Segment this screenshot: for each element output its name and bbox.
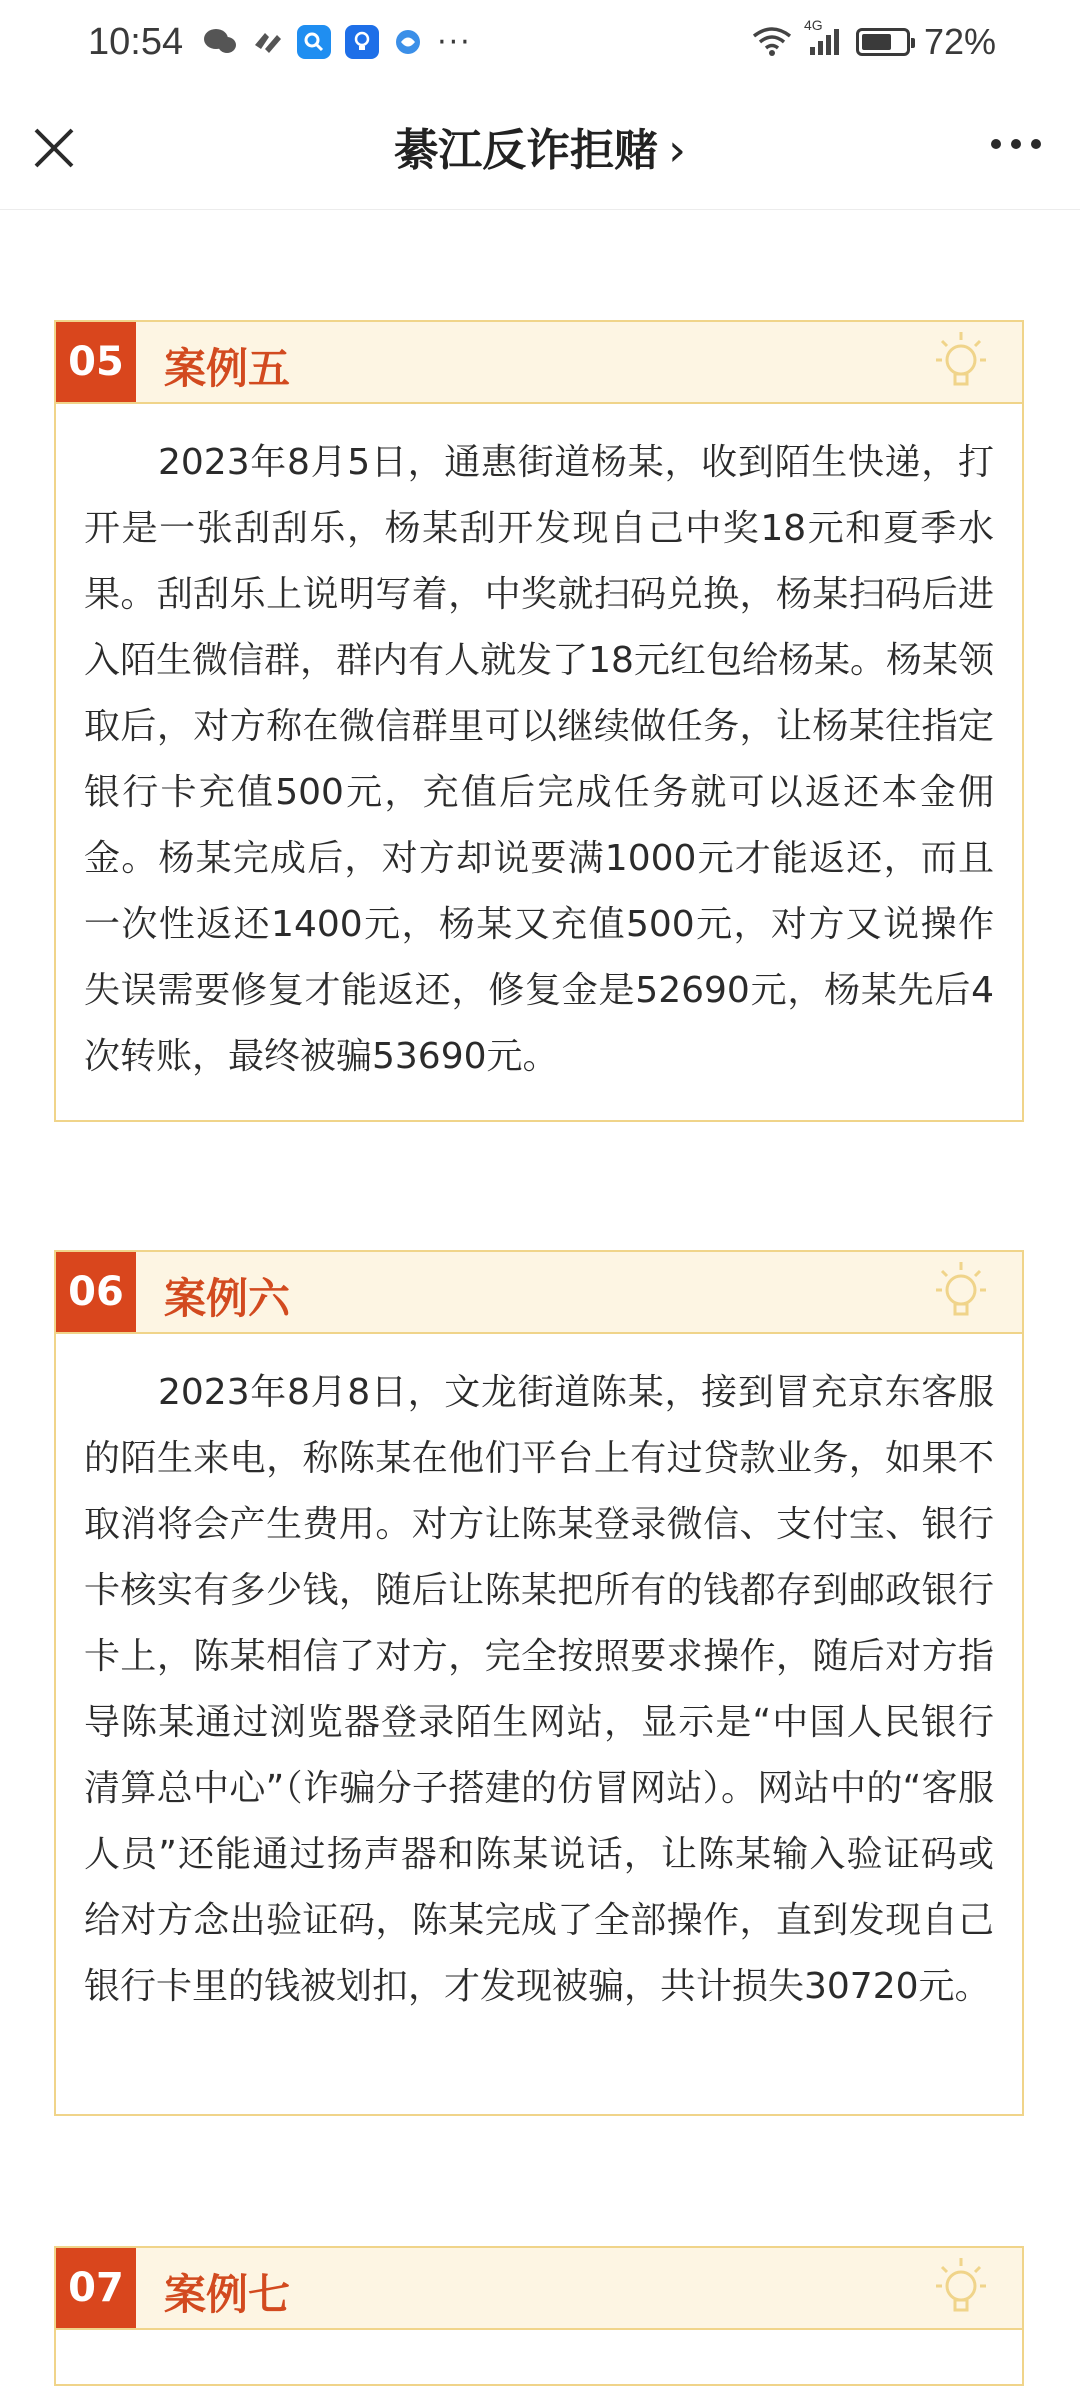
lightbulb-icon	[924, 1256, 998, 1330]
lightbulb-icon	[924, 326, 998, 400]
case-card-header	[56, 322, 1022, 404]
case-number-badge: 07	[56, 2248, 136, 2328]
cellular-signal-icon	[803, 17, 842, 57]
account-title-link[interactable]	[0, 114, 1080, 178]
case-card-header	[56, 2248, 1022, 2330]
chevron-right-icon: ›	[668, 125, 686, 176]
case-description: 2023年8月8日，文龙街道陈某，接到冒充京东客服的陌生来电，称陈某在他们平台上有过贷款业务，如果不取消将会产生费用。对方让陈某登录微信、支付宝、银行卡核实有多少钱，随后让陈某把所有的钱都存到邮政银行卡上，陈某相信了对方，完全按照要求操作，随后对方指导陈某通过浏览器登录陌生网站，显示是“中国人民银行清算总中心”（诈骗分子搭建的仿冒网站）。网站中的“客服人员”还能通过扬声器和陈某说话，让陈某输入验证码或给对方念出验证码，陈某完成了全部操作，直到发现自己银行卡里的钱被划扣，才发现被骗，共计损失30720元。	[84, 1372, 994, 2007]
browser-notification-icon	[393, 27, 423, 57]
search-app-icon	[297, 25, 331, 59]
wifi-icon	[752, 26, 792, 58]
case-title: 案例五	[164, 344, 291, 393]
app-notification-icon	[251, 27, 283, 57]
page-title: 綦江反诈拒赌	[394, 125, 659, 176]
case-description	[56, 2330, 1022, 2384]
status-bar-right	[752, 17, 996, 63]
bulb-app-icon	[345, 25, 379, 59]
more-notifications-icon: ···	[437, 24, 472, 60]
battery-icon	[856, 28, 910, 56]
case-card	[54, 1250, 1024, 2116]
status-time: 10:54	[88, 20, 184, 63]
network-type-label: 4G	[803, 17, 823, 33]
battery-percent: 72%	[923, 21, 996, 62]
case-card	[54, 2246, 1024, 2386]
case-number-badge: 05	[56, 322, 136, 402]
case-number-badge: 06	[56, 1252, 136, 1332]
status-bar-left	[88, 21, 472, 64]
case-description: 2023年8月5日，通惠街道杨某，收到陌生快递，打开是一张刮刮乐，杨某刮开发现自己中奖18元和夏季水果。刮刮乐上说明写着，中奖就扫码兑换，杨某扫码后进入陌生微信群，群内有人就发了18元红包给杨某。杨某领取后，对方称在微信群里可以继续做任务，让杨某往指定银行卡充值500元，充值后完成任务就可以返还本金佣金。杨某完成后，对方却说要满1000元才能返还，而且一次性返还1400元，杨某又充值500元，对方又说操作失误需要修复才能返还，修复金是52690元，杨某先后4次转账，最终被骗53690元。	[84, 442, 994, 1077]
nav-bar	[0, 84, 1080, 210]
chat-notification-icon	[203, 27, 237, 57]
more-dots-icon	[986, 124, 1046, 164]
case-title: 案例七	[164, 2270, 291, 2319]
more-options-button[interactable]	[986, 124, 1046, 164]
case-title: 案例六	[164, 1274, 291, 1323]
case-card-header	[56, 1252, 1022, 1334]
case-card	[54, 320, 1024, 1122]
status-bar	[0, 0, 1080, 84]
lightbulb-icon	[924, 2252, 998, 2326]
